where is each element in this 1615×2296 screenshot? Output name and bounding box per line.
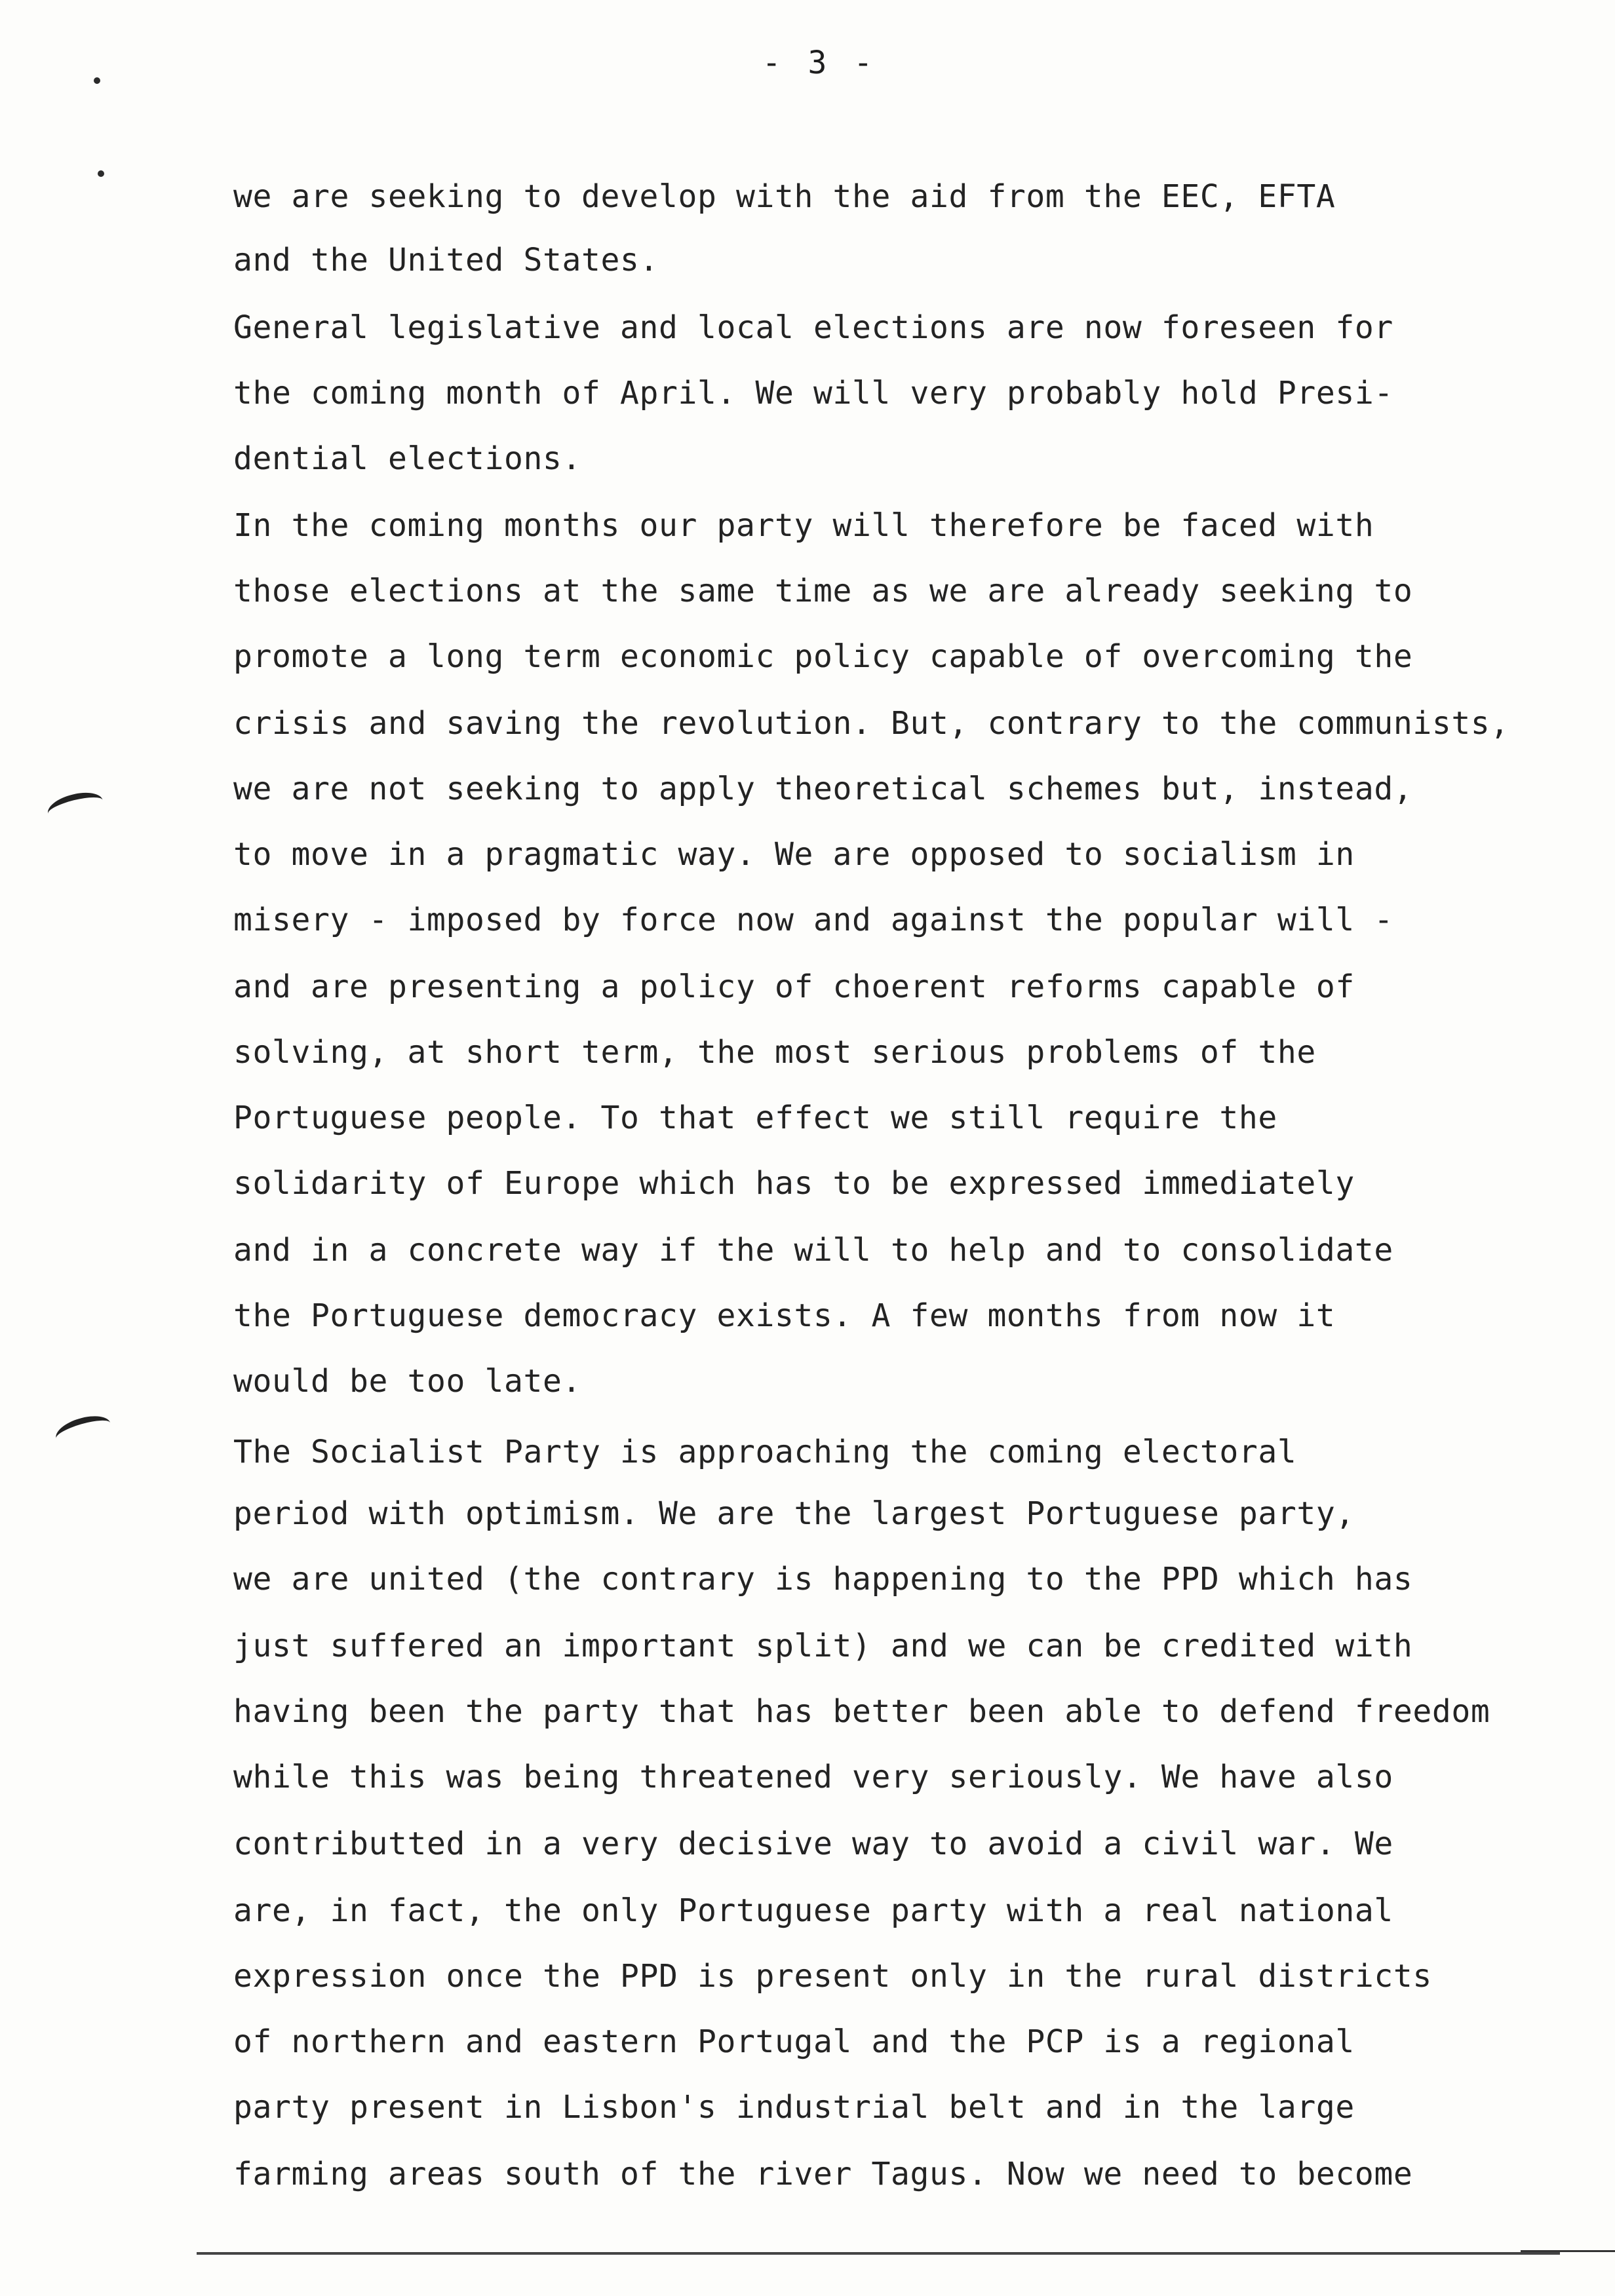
margin-punch-mark bbox=[52, 1411, 113, 1451]
text-line: to move in a pragmatic way. We are opposed to socialism in bbox=[233, 836, 1355, 873]
text-line: just suffered an important split) and we can be credited with bbox=[233, 1628, 1413, 1664]
text-line: we are seeking to develop with the aid from the EEC, EFTA bbox=[233, 178, 1336, 215]
text-line: are, in fact, the only Portuguese party with a real national bbox=[233, 1892, 1393, 1929]
text-line: those elections at the same time as we are already seeking to bbox=[233, 573, 1413, 609]
text-line: and are presenting a policy of choerent reforms capable of bbox=[233, 968, 1355, 1005]
margin-dot bbox=[98, 170, 104, 177]
text-line: misery - imposed by force now and against the popular will - bbox=[233, 902, 1393, 938]
text-line: the Portuguese democracy exists. A few months from now it bbox=[233, 1297, 1336, 1334]
text-line: farming areas south of the river Tagus. Now we need to become bbox=[233, 2156, 1413, 2192]
text-line: and in a concrete way if the will to help and to consolidate bbox=[233, 1232, 1393, 1269]
text-line: period with optimism. We are the largest Portuguese party, bbox=[233, 1495, 1355, 1532]
text-line: expression once the PPD is present only in the rural districts bbox=[233, 1958, 1432, 1995]
text-line: The Socialist Party is approaching the coming electoral bbox=[233, 1434, 1297, 1470]
text-line: would be too late. bbox=[233, 1363, 581, 1400]
page-number: - 3 - bbox=[762, 45, 877, 81]
text-line: while this was being threatened very seriously. We have also bbox=[233, 1759, 1393, 1795]
text-line: the coming month of April. We will very probably hold Presi- bbox=[233, 375, 1393, 411]
text-line: Portuguese people. To that effect we still require the bbox=[233, 1100, 1277, 1136]
text-line: promote a long term economic policy capable of overcoming the bbox=[233, 638, 1413, 675]
text-line: General legislative and local elections are now foreseen for bbox=[233, 309, 1393, 346]
text-line: crisis and saving the revolution. But, contrary to the communists, bbox=[233, 705, 1509, 742]
margin-dot bbox=[94, 77, 100, 84]
text-line: we are united (the contrary is happening to the PPD which has bbox=[233, 1561, 1413, 1598]
text-line: dential elections. bbox=[233, 440, 581, 477]
text-line: we are not seeking to apply theoretical schemes but, instead, bbox=[233, 771, 1413, 807]
bottom-rule-edge bbox=[1521, 2250, 1615, 2252]
text-line: having been the party that has better been able to defend freedom bbox=[233, 1693, 1490, 1730]
text-line: contributted in a very decisive way to avoid a civil war. We bbox=[233, 1826, 1393, 1862]
text-line: solving, at short term, the most serious problems of the bbox=[233, 1034, 1316, 1071]
text-line: In the coming months our party will therefore be faced with bbox=[233, 507, 1374, 544]
text-line: solidarity of Europe which has to be expressed immediately bbox=[233, 1165, 1355, 1202]
margin-punch-mark bbox=[45, 788, 106, 826]
text-line: of northern and eastern Portugal and the PCP is a regional bbox=[233, 2023, 1355, 2060]
text-line: party present in Lisbon's industrial belt and in the large bbox=[233, 2089, 1355, 2126]
text-line: and the United States. bbox=[233, 242, 659, 278]
bottom-rule bbox=[197, 2252, 1560, 2255]
